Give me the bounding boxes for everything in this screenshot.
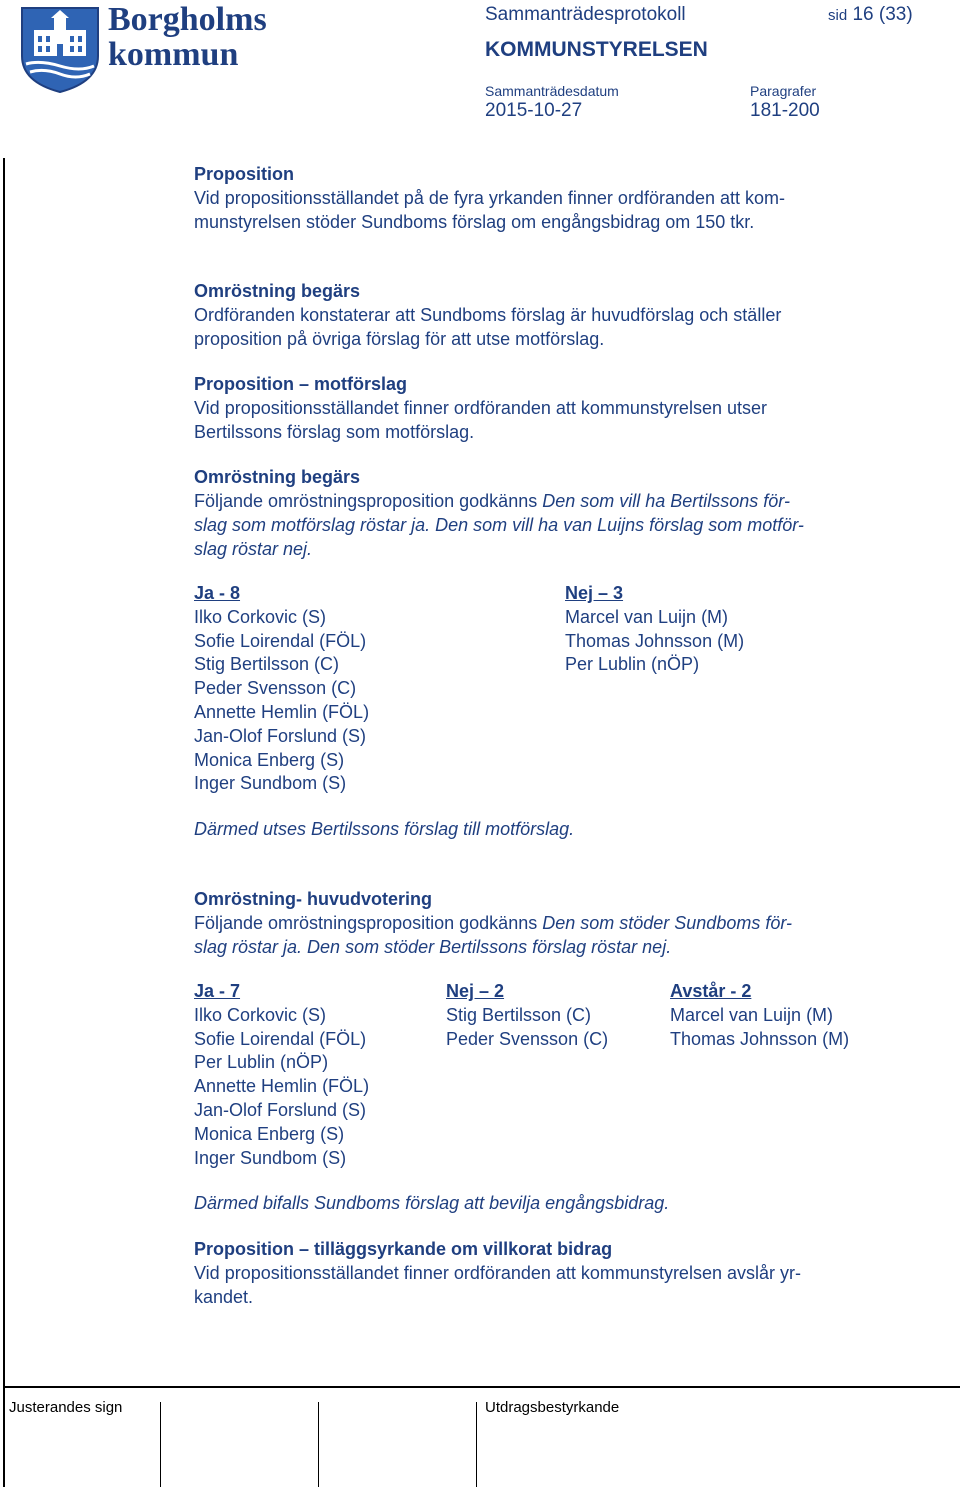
voter-name: Monica Enberg (S) [194, 749, 345, 770]
vote1-no-column [565, 582, 744, 677]
voter-name: Peder Svensson (C) [446, 1028, 609, 1049]
voter-name: Inger Sundbom (S) [194, 773, 347, 794]
paragraph-line [194, 911, 792, 935]
paragraph-line: proposition på övriga förslag för att utse motförslag. [194, 329, 605, 349]
brand-line2: kommun [108, 36, 239, 73]
paragraph-line: Vid propositionsställandet finner ordföranden att kommunstyrelsen avslår yr- [194, 1263, 801, 1283]
section-proposition [194, 162, 785, 234]
signature-box-divider [160, 1402, 161, 1487]
voter-name: Annette Hemlin (FÖL) [194, 1076, 370, 1097]
voter-name: Annette Hemlin (FÖL) [194, 701, 370, 722]
italic-text: Den som stöder Sundboms för- [542, 913, 793, 933]
paragraph-line: Vid propositionsställandet på de fyra yrkanden finner ordföranden att kom- [194, 188, 786, 208]
voter-name: Per Lublin (nÖP) [565, 654, 700, 675]
date-label: Sammanträdesdatum [485, 83, 619, 99]
paragraph-line: slag röstar nej. [194, 539, 313, 559]
signature-box-divider [476, 1402, 477, 1487]
voter-name: Sofie Loirendal (FÖL) [194, 630, 367, 651]
paragraph-line: slag som motförslag röstar ja. Den som vill ha van Luijns förslag som motför- [194, 515, 804, 535]
voter-name: Marcel van Luijn (M) [565, 606, 729, 627]
voter-name: Ilko Corkovic (S) [194, 1004, 327, 1025]
section-heading: Omröstning- huvudvotering [194, 889, 432, 909]
paragraph-line: slag röstar ja. Den som stöder Bertilssons förslag röstar nej. [194, 937, 672, 957]
section-additional-motion [194, 1237, 801, 1309]
paragraph-line: Ordföranden konstaterar att Sundboms förslag är huvudförslag och ställer [194, 305, 782, 325]
voter-name: Monica Enberg (S) [194, 1123, 345, 1144]
section-main-vote [194, 887, 792, 959]
italic-text: Den som vill ha Bertilssons för- [542, 491, 790, 511]
document-type: Sammanträdesprotokoll [485, 4, 686, 25]
paragraphs-value: 181-200 [750, 100, 820, 121]
voter-name: Per Lublin (nÖP) [194, 1052, 329, 1073]
paragraph-line: Vid propositionsställandet finner ordföranden att kommunstyrelsen utser [194, 398, 767, 418]
paragraph-line: kandet. [194, 1287, 254, 1307]
section-vote-requested-2 [194, 465, 804, 561]
voter-name: Ilko Corkovic (S) [194, 606, 327, 627]
paragraph-line: Bertilssons förslag som motförslag. [194, 422, 475, 442]
page-prefix: sid [828, 7, 848, 24]
paragraph-line [194, 489, 804, 513]
voter-name: Stig Bertilsson (C) [446, 1004, 592, 1025]
paragraphs-label: Paragrafer [750, 83, 817, 99]
section-heading: Omröstning begärs [194, 281, 361, 301]
voter-name: Thomas Johnsson (M) [670, 1028, 850, 1049]
brand-line1: Borgholms [108, 1, 267, 38]
voter-name: Stig Bertilsson (C) [194, 654, 340, 675]
voter-name: Marcel van Luijn (M) [670, 1004, 834, 1025]
section-proposition-counter [194, 372, 767, 444]
vote-abstain-heading: Avstår - 2 [670, 981, 752, 1001]
extract-label: Utdragsbestyrkande [485, 1399, 620, 1416]
plain-text: Följande omröstningsproposition godkänns [194, 913, 543, 933]
vote1-yes-column [194, 582, 369, 796]
footer-divider [3, 1386, 960, 1388]
plain-text: Följande omröstningsproposition godkänns [194, 491, 543, 511]
organ-name: KOMMUNSTYRELSEN [485, 38, 708, 61]
page-frame-left [3, 158, 5, 1487]
voter-name: Jan-Olof Forslund (S) [194, 725, 367, 746]
voter-name: Sofie Loirendal (FÖL) [194, 1028, 367, 1049]
vote-yes-heading: Ja - 8 [194, 583, 241, 603]
section-heading: Proposition [194, 164, 294, 184]
page-number: 16 (33) [852, 4, 913, 25]
section-heading: Proposition – motförslag [194, 374, 408, 394]
voter-name: Peder Svensson (C) [194, 678, 357, 699]
voter-name: Inger Sundbom (S) [194, 1147, 347, 1168]
vote1-result: Därmed utses Bertilssons förslag till motförslag. [194, 819, 575, 839]
section-heading: Proposition – tilläggsyrkande om villkorat bidrag [194, 1239, 613, 1259]
vote2-yes-column [194, 980, 369, 1170]
voter-name: Jan-Olof Forslund (S) [194, 1099, 367, 1120]
paragraph-line: munstyrelsen stöder Sundboms förslag om engångsbidrag om 150 tkr. [194, 212, 755, 232]
municipality-logo-icon [18, 4, 102, 94]
brand-name [108, 2, 267, 72]
date-value: 2015-10-27 [485, 100, 583, 121]
vote-yes-heading: Ja - 7 [194, 981, 241, 1001]
section-vote-requested [194, 279, 781, 351]
section-heading: Omröstning begärs [194, 467, 361, 487]
vote2-result: Därmed bifalls Sundboms förslag att bevilja engångsbidrag. [194, 1193, 670, 1213]
page-indicator [828, 4, 913, 26]
vote-no-heading: Nej – 3 [565, 583, 624, 603]
vote-no-heading: Nej – 2 [446, 981, 505, 1001]
vote2-no-column [446, 980, 608, 1051]
vote2-abstain-column [670, 980, 849, 1051]
signature-box-divider [318, 1402, 319, 1487]
sign-label: Justerandes sign [9, 1399, 123, 1416]
voter-name: Thomas Johnsson (M) [565, 630, 745, 651]
